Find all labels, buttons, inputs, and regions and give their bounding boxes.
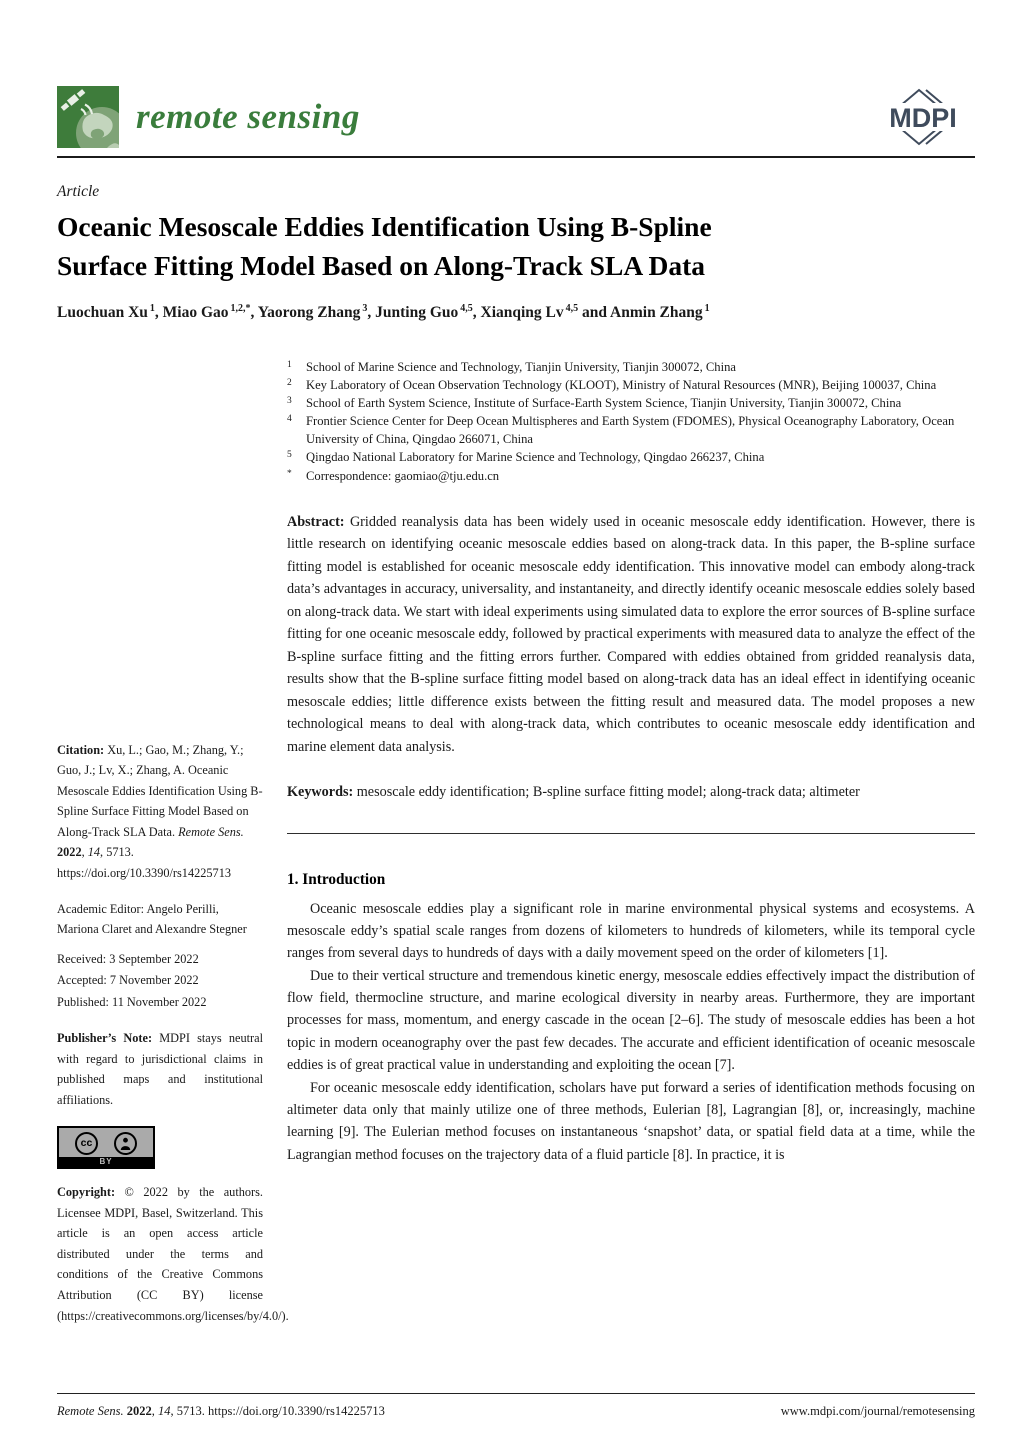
copyright-label: Copyright:	[57, 1185, 116, 1200]
author: Miao Gao $^{1,2,*}$,	[162, 302, 258, 321]
author: Xianqing Lv $^{4,5}$ and	[480, 302, 611, 321]
affiliation-marker: 3	[287, 396, 292, 407]
footer-journal-url[interactable]: www.mdpi.com/journal/remotesensing	[780, 1404, 975, 1418]
affiliation-marker: 2	[287, 377, 292, 388]
remote-sensing-logo-icon	[57, 86, 119, 148]
accepted-date: Accepted: 7 November 2022	[57, 973, 199, 988]
correspondence-email-link[interactable]: gaomiao@tju.edu.cn	[394, 468, 500, 483]
publishers-note: Publisher’s Note: MDPI stays neutral with regard to jurisdictional claims in published maps and institutional affiliations.	[57, 1031, 263, 1107]
affiliation-item: 3 School of Earth System Science, Institute of Surface-Earth System Science, Tianjin University, Tianjin 300072, China	[287, 394, 975, 412]
citation-year: 2022	[57, 845, 82, 860]
citation-volume: 14	[87, 845, 101, 860]
authors-line	[57, 303, 975, 322]
page-title	[57, 207, 975, 286]
cc-icon: cc	[75, 1132, 98, 1155]
title-line-1: Oceanic Mesoscale Eddies Identification Using B-Spline	[57, 211, 712, 242]
remote-sensing-logo	[57, 86, 360, 148]
journal-header	[57, 86, 975, 148]
cc-by-license-badge[interactable]	[57, 1126, 155, 1169]
footer-year: 2022	[126, 1404, 152, 1418]
footer-doi[interactable]: , 5713. https://doi.org/10.3390/rs14225713	[170, 1404, 385, 1418]
article-type-label: Article	[57, 183, 100, 200]
citation-note: Citation: Xu, L.; Gao, M.; Zhang, Y.; Guo, J.; Lv, X.; Zhang, A. Oceanic Mesoscale Eddies Identification Using B-Spline Surface Fitting Model Based on Along-Track SLA Data. Remote Sens. 2022, 14, 5713. https://doi.org/10.3390/rs14225713	[57, 742, 263, 880]
mdpi-logo	[871, 86, 975, 148]
affiliation-item: 5 Qingdao National Laboratory for Marine Science and Technology, Qingdao 266237, China	[287, 448, 975, 466]
main-column	[287, 358, 975, 1166]
author: Junting Guo $^{4,5}$,	[375, 302, 481, 321]
cc-by-label: BY	[59, 1157, 153, 1167]
author: Luochuan Xu $^1$,	[57, 302, 163, 321]
abstract: Abstract: Gridded reanalysis data has been widely used in oceanic mesoscale eddy identification. However, there is little research on identifying oceanic mesoscale eddies based on along-track data. In this paper, the B-spline surface fitting model is established for oceanic mesoscale eddy identification. This innovative model can embody along-track data’s advantages in accuracy, universality, and instantaneity, and directly identify oceanic mesoscale eddies solely based on along-track data. We start with ideal experiments using simulated data to explore the error sources of B-spline surface fitting for one oceanic mesoscale eddy, followed by practical experiments with measured data to analyze the effect of the B-spline surface fitting and the fitting errors further. Compared with eddies obtained from gridded reanalysis data, results show that the B-spline surface fitting model based on along-track data has an ideal effect in identifying oceanic mesoscale eddies; little difference exists between the fitting result and measured data. The model proposes a new technological means to deal with along-track data, which contributes to oceanic mesoscale eddy identification and marine element data analysis.	[287, 513, 975, 755]
affiliations	[287, 358, 975, 485]
citation-journal: Remote Sens.	[178, 824, 244, 839]
person-icon	[114, 1132, 137, 1155]
header-divider	[57, 156, 975, 158]
affiliation-marker: 4	[287, 414, 292, 425]
citation-doi-link[interactable]: https://doi.org/10.3390/rs14225713	[57, 865, 231, 880]
publishers-note-label: Publisher’s Note:	[57, 1031, 153, 1046]
published-date: Published: 11 November 2022	[57, 995, 207, 1010]
affiliation-item: 2 Key Laboratory of Ocean Observation Technology (KLOOT), Ministry of Natural Resources (MNR), Beijing 100037, China	[287, 376, 975, 394]
affiliation-marker: *	[287, 468, 292, 479]
keywords-label: Keywords:	[287, 784, 354, 801]
margin-column	[57, 358, 289, 1326]
license-url-link[interactable]: https://creativecommons.org/licenses/by/4.0/	[61, 1308, 282, 1323]
affiliation-marker: 5	[287, 450, 292, 461]
affiliation-item: 1 School of Marine Science and Technology, Tianjin University, Tianjin 300072, China	[287, 358, 975, 376]
received-date: Received: 3 September 2022	[57, 951, 199, 966]
affiliation-item: 4 Frontier Science Center for Deep Ocean Multispheres and Earth System (FDOMES), Physical Oceanography Laboratory, Ocean University of China, Qingdao 266071, China	[287, 412, 975, 448]
author: Yaorong Zhang $^3$,	[257, 302, 376, 321]
title-line-2: Surface Fitting Model Based on Along-Track SLA Data	[57, 250, 706, 282]
section-heading-introduction: 1. Introduction	[287, 870, 386, 888]
academic-editor-note: Academic Editor: Angelo Perilli, Mariona Claret and Alexandre Stegner	[57, 901, 247, 937]
content-row	[57, 358, 975, 1326]
affiliation-item-correspondence: * Correspondence: gaomiao@tju.edu.cn	[287, 467, 975, 485]
mdpi-logo-text: MDPI	[889, 103, 957, 133]
abstract-label: Abstract:	[287, 513, 345, 530]
footer-citation: Remote Sens. 2022, 14, 5713. https://doi.org/10.3390/rs14225713	[57, 1404, 385, 1418]
footer-volume: 14	[158, 1404, 171, 1418]
intro-paragraph-1: Oceanic mesoscale eddies play a significant role in marine environmental physical systems and ecosystems. A mesoscale eddy’s spatial scale ranges from dozens of kilometers to hundreds of kilometers, while its temporal cycle ranges from several days to hundreds of days with a daily movement speed on the order of kilometers [1].	[287, 900, 975, 962]
intro-paragraph-2: Due to their vertical structure and tremendous kinetic energy, mesoscale eddies effectively impact the distribution of flow field, thermocline structure, and marine ecological diversity in nearby areas. Furthermore, they are important processes for mass, momentum, and energy cascade in the ocean [2–6]. The study of mesoscale eddies has been a hot topic in modern oceanography over the past few decades. The accurate and efficient identification of oceanic mesoscale eddies is of great practical value in understanding and exploiting the ocean [7].	[287, 967, 975, 1074]
title-block	[57, 183, 975, 322]
intro-paragraph-3: For oceanic mesoscale eddy identification, scholars have put forward a series of identification methods focusing on altimeter data only that mainly utilize one of three methods, Eulerian [8], Lagrangian [8], or, increasingly, machine learning [9]. The Eulerian method focuses on instantaneous ‘snapshot’ data, or spatial field data at a time, while the Lagrangian method focuses on the trajectory data of a fluid particle [8]. In practice, it is	[287, 1079, 975, 1163]
history-dates	[57, 949, 263, 1015]
journal-name: remote sensing	[136, 97, 360, 136]
page-footer	[57, 1393, 975, 1419]
keywords: Keywords: mesoscale eddy identification; B-spline surface fitting model; along-track data; altimeter	[287, 784, 860, 801]
author: Anmin Zhang $^1$	[610, 302, 710, 321]
footer-journal-name: Remote Sens.	[57, 1404, 124, 1418]
cc-badge-icons	[59, 1128, 153, 1155]
citation-label: Citation:	[57, 742, 105, 757]
copyright-note: Copyright: © 2022 by the authors. Licensee MDPI, Basel, Switzerland. This article is an open access article distributed under the terms and conditions of the Creative Commons Attribution (CC BY) license (https://creativecommons.org/licenses/by/4.0/).	[57, 1185, 289, 1323]
affiliation-marker: 1	[287, 359, 292, 370]
section-divider	[287, 833, 975, 834]
